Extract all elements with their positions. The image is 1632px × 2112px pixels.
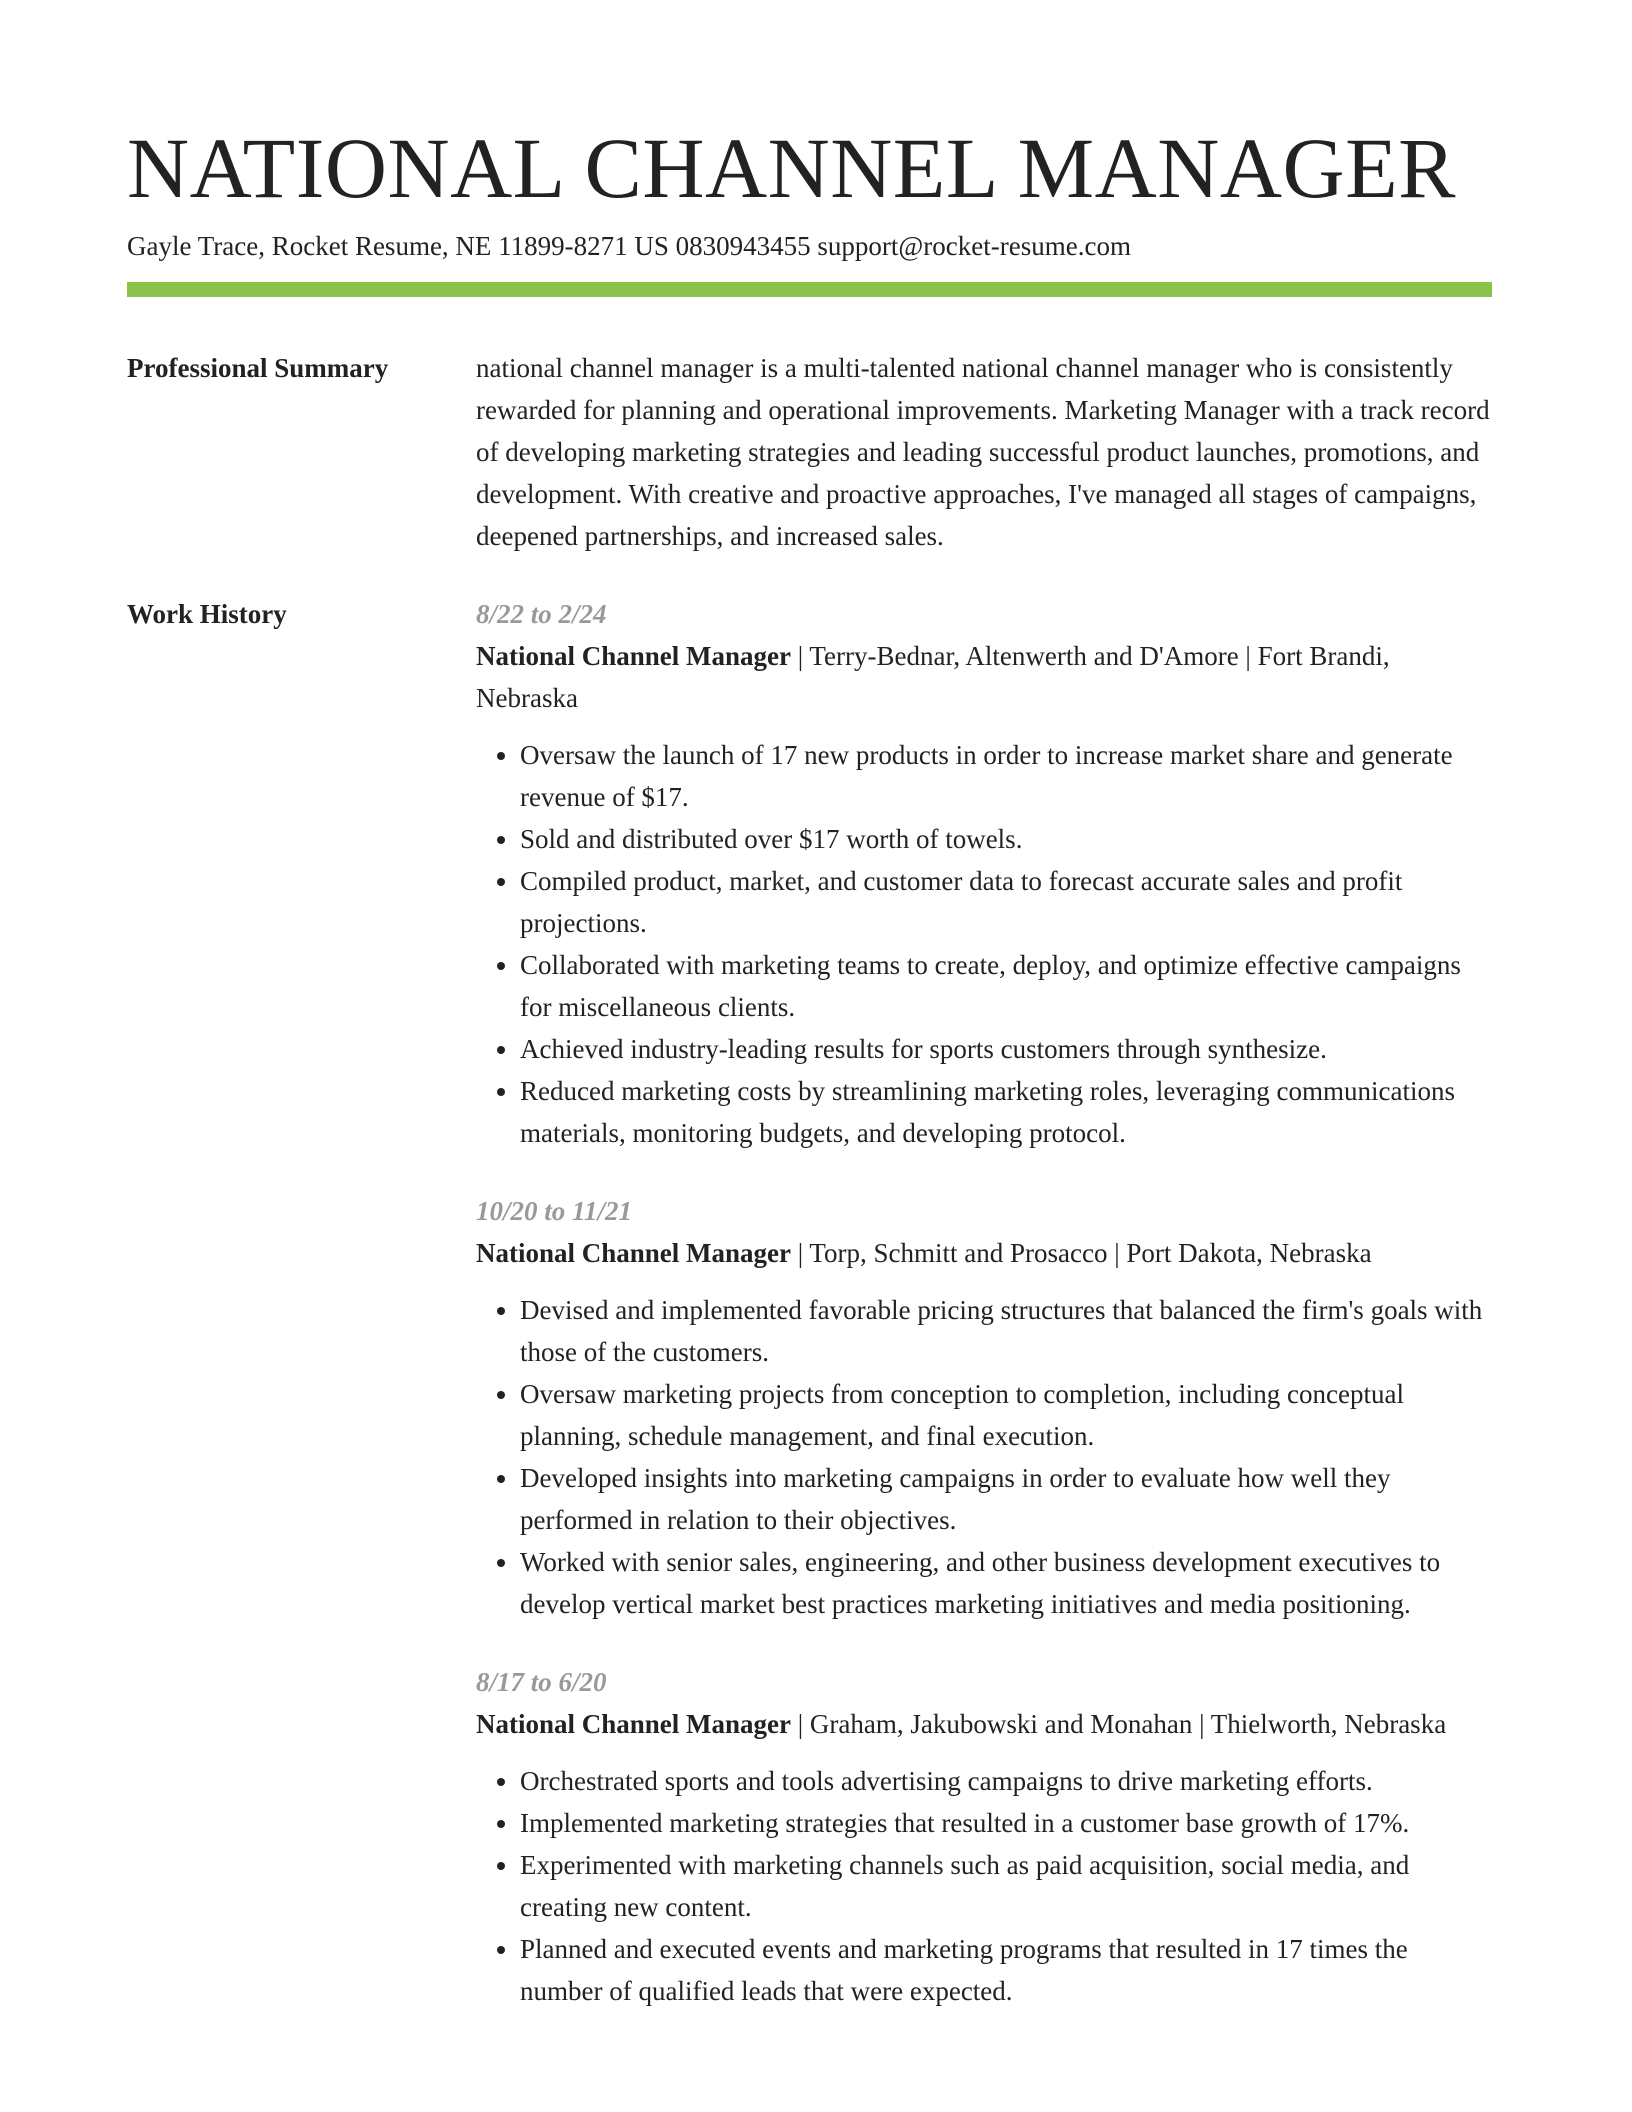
work-history-section [127, 593, 1492, 2012]
summary-heading: Professional Summary [127, 353, 389, 383]
list-item: • Planned and executed events and marketing programs that resulted in 17 times the number of qualified leads that were expected. [520, 1928, 1492, 2012]
accent-divider [127, 282, 1492, 297]
resume-page [127, 118, 1492, 2012]
list-item: • Developed insights into marketing campaigns in order to evaluate how well they performed in relation to their objectives. [520, 1457, 1492, 1541]
summary-section [127, 347, 1492, 557]
job-heading [476, 1232, 1492, 1274]
work-history-heading: Work History [127, 599, 287, 629]
job-list [476, 593, 1492, 2012]
job-dates: 10/20 to 11/21 [476, 1196, 633, 1226]
list-item: • Worked with senior sales, engineering, and other business development executives to develop vertical market best practices marketing initiatives and media positioning. [520, 1541, 1492, 1625]
job-title: National Channel Manager [476, 1709, 792, 1739]
list-item: • Oversaw the launch of 17 new products in order to increase market share and generate revenue of $17. [520, 734, 1492, 818]
list-item: • Sold and distributed over $17 worth of towels. [520, 818, 1492, 860]
list-item: • Reduced marketing costs by streamlining marketing roles, leveraging communications materials, monitoring budgets, and developing protocol. [520, 1070, 1492, 1154]
job-title: National Channel Manager [476, 1238, 792, 1268]
contact-line: Gayle Trace, Rocket Resume, NE 11899-8271 US 0830943455 support@rocket-resume.com [127, 231, 1131, 261]
page-title: NATIONAL CHANNEL MANAGER [127, 120, 1456, 216]
job-dates: 8/22 to 2/24 [476, 599, 607, 629]
job-details: | Graham, Jakubowski and Monahan | Thielworth, Nebraska [791, 1709, 1447, 1739]
job-heading [476, 635, 1492, 719]
job-bullet-list [476, 1289, 1492, 1625]
job-bullet-list [476, 734, 1492, 1154]
list-item: • Orchestrated sports and tools advertising campaigns to drive marketing efforts. [520, 1760, 1492, 1802]
job-details: | Torp, Schmitt and Prosacco | Port Dakota, Nebraska [791, 1238, 1372, 1268]
job-entry [476, 1190, 1492, 1625]
job-entry [476, 1661, 1492, 2012]
list-item: • Implemented marketing strategies that resulted in a customer base growth of 17%. [520, 1802, 1492, 1844]
job-heading [476, 1703, 1492, 1745]
list-item: • Experimented with marketing channels such as paid acquisition, social media, and creating new content. [520, 1844, 1492, 1928]
job-dates: 8/17 to 6/20 [476, 1667, 607, 1697]
job-title: National Channel Manager [476, 641, 792, 671]
summary-text: national channel manager is a multi-talented national channel manager who is consistently rewarded for planning and operational improvements. Marketing Manager with a track record of developing marketing strategies and leading successful product launches, promotions, and development. With creative and proactive approaches, I've managed all stages of campaigns, deepened partnerships, and increased sales. [476, 353, 1490, 551]
job-entry [476, 593, 1492, 1154]
list-item: • Achieved industry-leading results for sports customers through synthesize. [520, 1028, 1492, 1070]
list-item: • Collaborated with marketing teams to create, deploy, and optimize effective campaigns for miscellaneous clients. [520, 944, 1492, 1028]
list-item: • Devised and implemented favorable pricing structures that balanced the firm's goals with those of the customers. [520, 1289, 1492, 1373]
list-item: • Compiled product, market, and customer data to forecast accurate sales and profit projections. [520, 860, 1492, 944]
job-details: | Terry-Bednar, Altenwerth and D'Amore | Fort Brandi, Nebraska [476, 641, 1390, 713]
list-item: • Oversaw marketing projects from conception to completion, including conceptual planning, schedule management, and final execution. [520, 1373, 1492, 1457]
job-bullet-list [476, 1760, 1492, 2012]
